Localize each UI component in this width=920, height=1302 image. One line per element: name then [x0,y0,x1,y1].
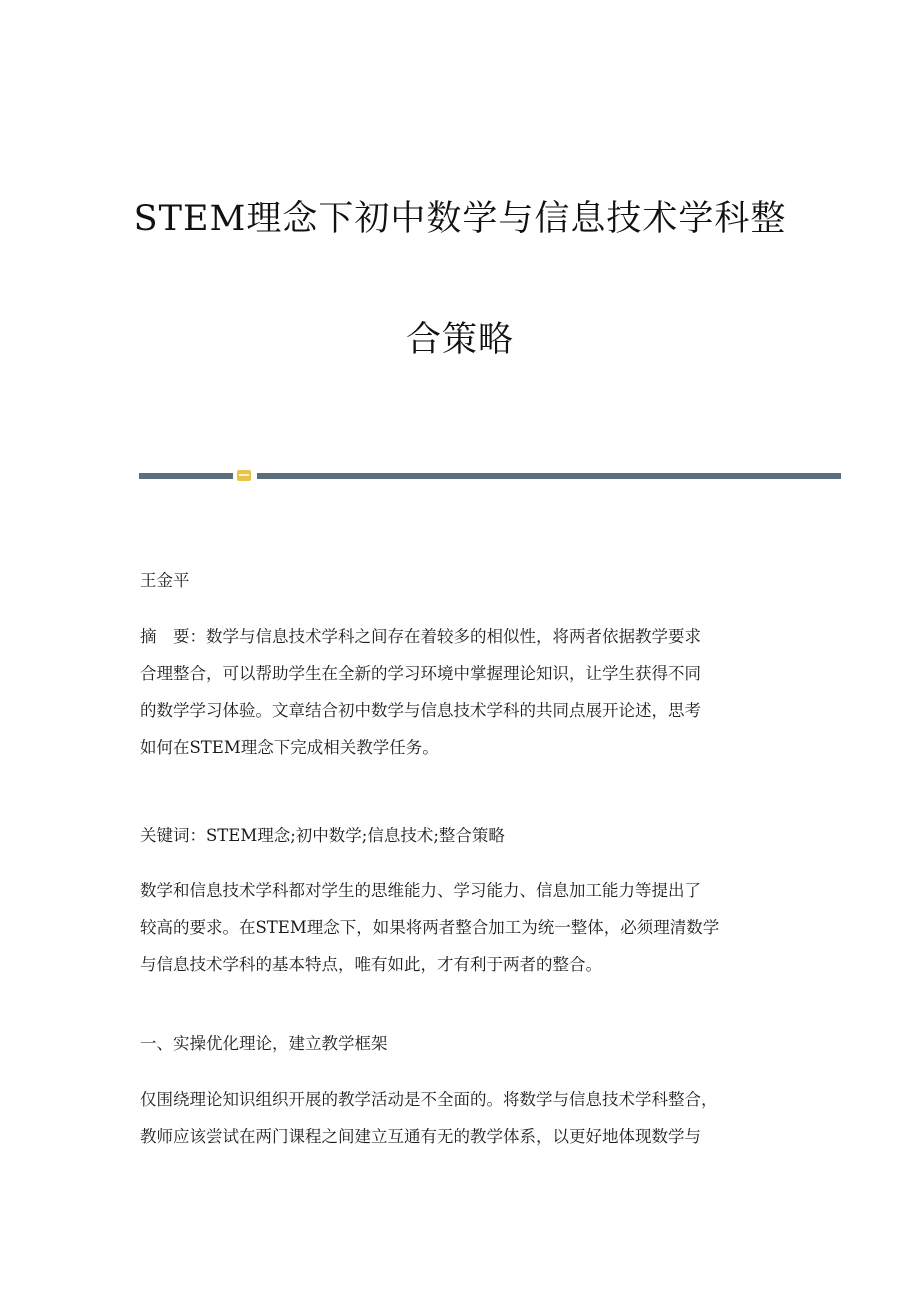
intro-line: 数学和信息技术学科都对学生的思维能力、学习能力、信息加工能力等提出了 [140,881,701,900]
intro-line: 与信息技术学科的基本特点，唯有如此，才有利于两者的整合。 [140,955,602,974]
keywords-line: 关键词：STEM理念;初中数学;信息技术;整合策略 [140,826,505,845]
divider-bar-right [257,473,841,479]
abstract-line: 合理整合，可以帮助学生在全新的学习环境中掌握理论知识，让学生获得不同 [140,664,701,683]
section-heading: 一、实操优化理论，建立教学框架 [140,1034,388,1053]
section-paragraph [140,1081,790,1155]
author-name: 王金平 [140,571,190,590]
abstract-line: 如何在STEM理念下完成相关教学任务。 [140,738,439,757]
title-divider [139,470,841,480]
divider-bar-left [139,473,233,479]
abstract-line: 的数学学习体验。文章结合初中数学与信息技术学科的共同点展开论述，思考 [140,701,701,720]
page-title-line-1: STEM理念下初中数学与信息技术学科整 [133,199,787,239]
intro-line: 较高的要求。在STEM理念下，如果将两者整合加工为统一整体，必须理清数学 [140,918,720,937]
page-title-line-2: 合策略 [405,320,514,360]
section-line: 仅围绕理论知识组织开展的教学活动是不全面的。将数学与信息技术学科整合， [140,1090,718,1109]
intro-paragraph [140,872,790,983]
abstract-paragraph [140,618,790,766]
divider-ornament-icon [237,470,251,481]
section-line: 教师应该尝试在两门课程之间建立互通有无的教学体系，以更好地体现数学与 [140,1127,701,1146]
abstract-line: 摘 要：数学与信息技术学科之间存在着较多的相似性，将两者依据教学要求 [140,627,701,646]
